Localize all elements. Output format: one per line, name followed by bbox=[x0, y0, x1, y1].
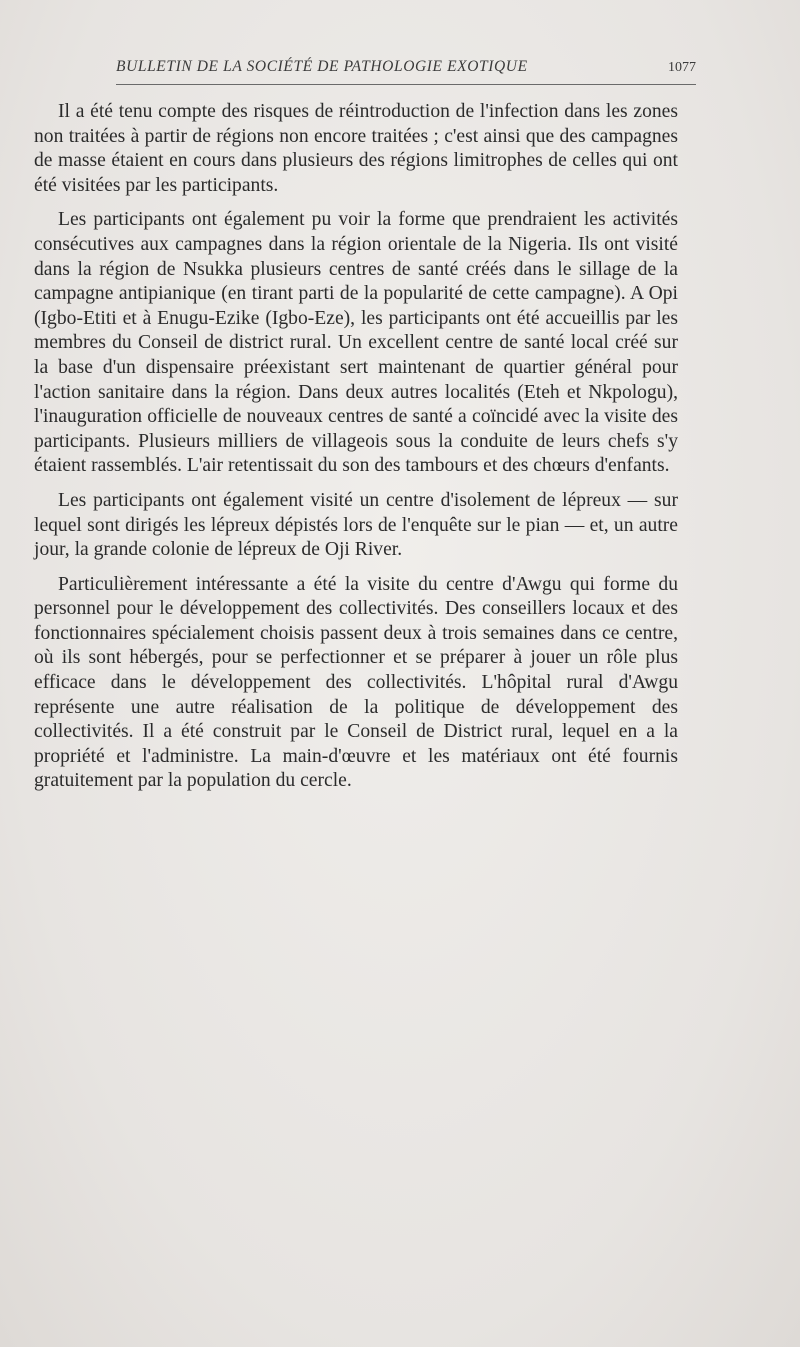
running-title: BULLETIN DE LA SOCIÉTÉ DE PATHOLOGIE EXOTIQUE bbox=[116, 58, 528, 75]
page-header bbox=[116, 58, 696, 86]
page-number: 1077 bbox=[668, 60, 696, 75]
body-text bbox=[34, 100, 678, 804]
paragraph-1: Il a été tenu compte des risques de réintroduction de l'infection dans les zones non traitées à partir de régions non encore traitées ; c'est ainsi que des campagnes de masse étaient en cours dans plusieurs des régions limitrophes de celles qui ont été visitées par les participants. bbox=[34, 101, 678, 196]
paragraph-2: Les participants ont également pu voir la forme que prendraient les activités consécutives aux campagnes dans la région orientale de la Nigeria. Ils ont visité dans la région de Nsukka plusieurs centres de santé créés dans le sillage de la campagne antipianique (en tirant parti de la popularité de cette campagne). A Opi (Igbo-Etiti et à Enugu-Ezike (Igbo-Eze), les participants ont été accueillis par les membres du Conseil de district rural. Un excellent centre de santé local créé sur la base d'un dispensaire préexistant sert maintenant de quartier général pour l'action sanitaire dans la région. Dans deux autres localités (Eteh et Nkpologu), l'inauguration officielle de nouveaux centres de santé a coïncidé avec la visite des participants. Plusieurs milliers de villageois sous la conduite de leurs chefs s'y étaient rassemblés. L'air retentissait du son des tambours et des chœurs d'enfants. bbox=[34, 209, 678, 477]
header-rule bbox=[116, 84, 696, 85]
paragraph-4: Particulièrement intéressante a été la visite du centre d'Awgu qui forme du personnel pour le développement des collectivités. Des conseillers locaux et des fonctionnaires spécialement choisis passent deux à trois semaines dans ce centre, où ils sont hébergés, pour se perfectionner et se préparer à jouer un rôle plus efficace dans le développement des collectivités. L'hôpital rural d'Awgu représente une autre réalisation de la politique de développement des collectivités. Il a été construit par le Conseil de District rural, lequel en a la propriété et l'administre. La main-d'œuvre et les matériaux ont été fournis gratuitement par la population du cercle. bbox=[34, 573, 678, 792]
paragraph-3: Les participants ont également visité un centre d'isolement de lépreux — sur lequel sont dirigés les lépreux dépistés lors de l'enquête sur le pian — et, un autre jour, la grande colonie de lépreux de Oji River. bbox=[34, 489, 678, 561]
